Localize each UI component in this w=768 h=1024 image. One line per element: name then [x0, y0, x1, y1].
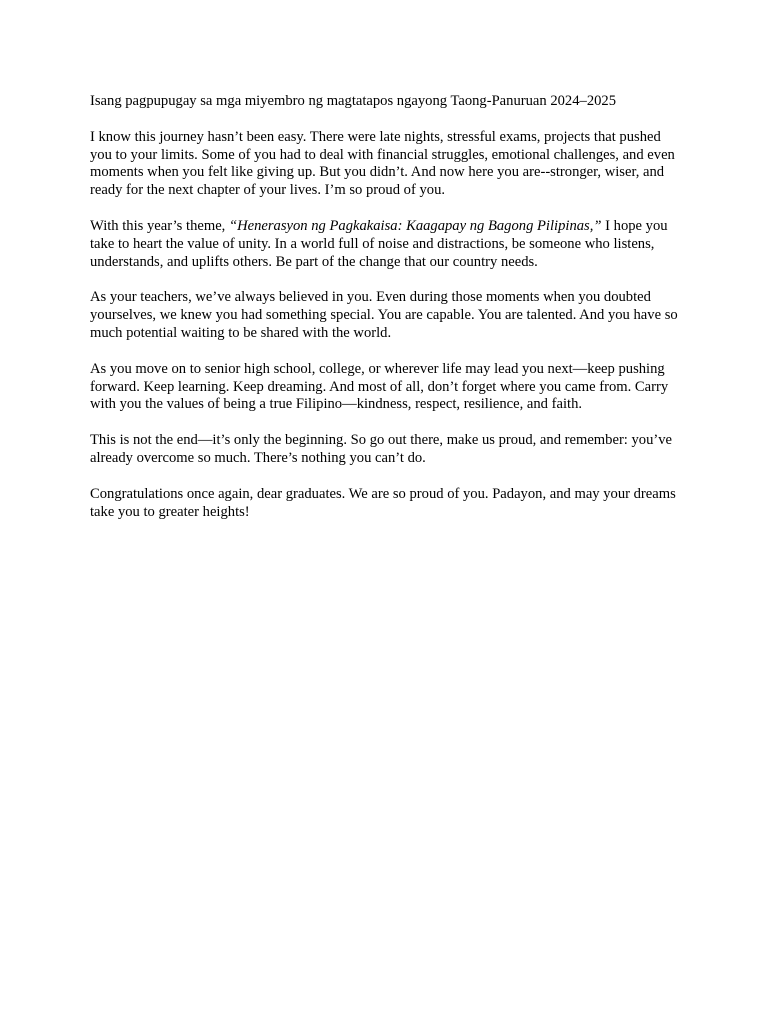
- paragraph-beginning: This is not the end—it’s only the beginning. So go out there, make us proud, and remember: you’ve already overcome so much. There’s nothing you can’t do.: [90, 432, 673, 466]
- document-heading: Isang pagpupugay sa mga miyembro ng magtatapos ngayong Taong-Panuruan 2024–2025: [90, 93, 617, 109]
- document-body: [90, 93, 680, 539]
- paragraph-teachers: As your teachers, we’ve always believed in you. Even during those moments when you doubted yourselves, we knew you had something special. You are capable. You are talented. And you have so much potential waiting to be shared with the world.: [90, 289, 678, 341]
- paragraph-theme-rest: I hope you take to heart the value of unity. In a world full of noise and distractions, be someone who listens, understands, and uplifts others. Be part of the change that our country needs.: [90, 217, 668, 270]
- paragraph-move-on: As you move on to senior high school, college, or wherever life may lead you next—keep pushing forward. Keep learning. Keep dreaming. And most of all, don’t forget where you came from. Carry with you the values of being a true Filipino—kindness, respect, resilience, and faith.: [90, 360, 669, 413]
- theme-title: “Henerasyon ng Pagkakaisa: Kaagapay ng Bagong Pilipinas,”: [228, 217, 602, 234]
- paragraph-journey: I know this journey hasn’t been easy. There were late nights, stressful exams, projects that pushed you to your limits. Some of you had to deal with financial struggles, emotional challenges, and even moments when you felt like giving up. But you didn’t. And now here you are--stronger, wiser, and ready for the next chapter of your lives. I’m so proud of you.: [90, 128, 675, 199]
- paragraph-theme: [90, 218, 680, 271]
- paragraph-theme-intro: With this year’s theme,: [90, 217, 229, 234]
- paragraph-congratulations: Congratulations once again, dear graduates. We are so proud of you. Padayon, and may your dreams take you to greater heights!: [90, 485, 676, 520]
